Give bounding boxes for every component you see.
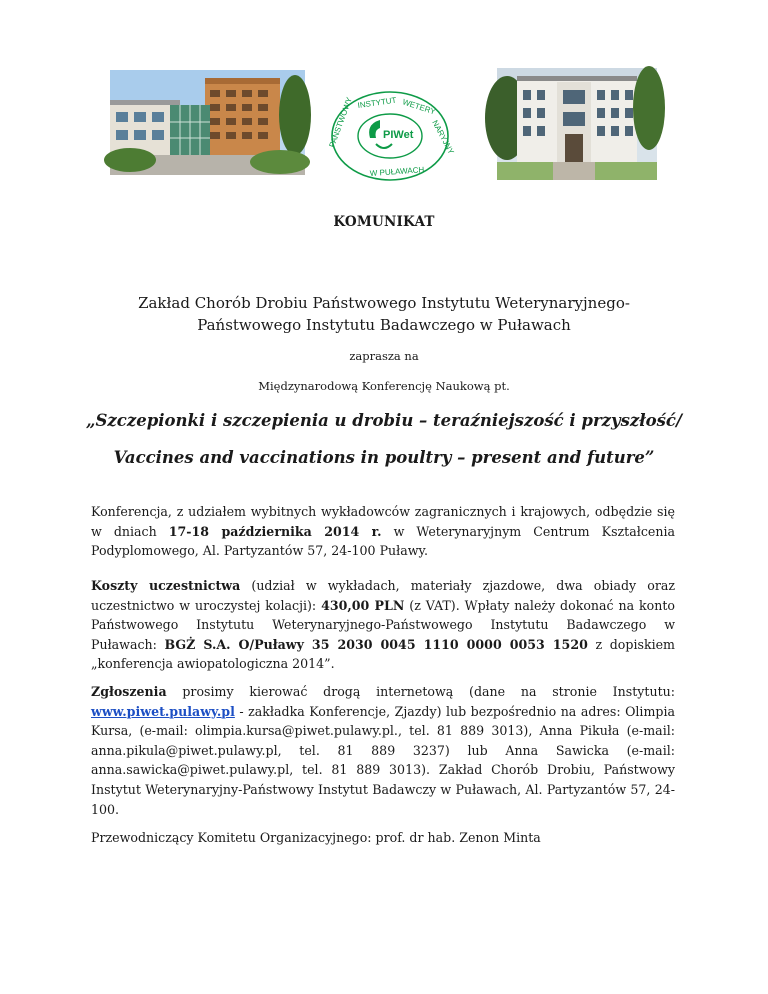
bank-account: BGŻ S.A. O/Puławy 35 2030 0045 1110 0000 0053 1520 (164, 636, 588, 652)
registration-paragraph (91, 682, 675, 819)
page-title: KOMUNIKAT (333, 214, 435, 230)
svg-text:NARYJNY: NARYJNY (430, 118, 456, 156)
venue-text: Konferencja, z udziałem wybitnych wykładowców zagranicznych i krajowych, odbędzie się w dniach (91, 504, 675, 539)
price-value: 430,00 PLN (321, 597, 405, 613)
conference-date: 17-18 października 2014 r. (168, 523, 382, 539)
institute-website-link[interactable]: www.piwet.pulawy.pl (91, 703, 235, 719)
svg-text:PIWet: PIWet (383, 129, 414, 141)
payment-text: (z VAT). Wpłaty należy dokonać na konto Państwowego Instytutu Weterynaryjnego-Państwowego Instytutu Badawczego w Puławach: (91, 597, 675, 652)
invites-text: zaprasza na (349, 349, 419, 363)
building-photo-right (497, 68, 657, 180)
venue-address: w Weterynaryjnym Centrum Kształcenia Podyplomowego, Al. Partyzantów 57, 24-100 Puławy. (91, 523, 675, 559)
cost-text: (udział w wykładach, materiały zjazdowe, dwa obiady oraz uczestnictwo w uroczystej kolacji): (91, 578, 675, 613)
conference-title-polish: „Szczepionki i szczepienia u drobiu – teraźniejszość i przyszłość/ (86, 411, 682, 430)
conference-title-english: Vaccines and vaccinations in poultry – present and future” (113, 448, 655, 467)
venue-paragraph (91, 502, 675, 561)
svg-text:PAŃSTWOWY: PAŃSTWOWY (327, 96, 354, 149)
payment-note: z dopiskiem „konferencja awiopatologiczna 2014”. (91, 636, 675, 672)
building-photo-left (110, 70, 305, 175)
registration-contacts: - zakładka Konferencje, Zjazdy) lub bezpośrednio na adres: Olimpia Kursa, (e-mail: olimpia.kursa@piwet.pulawy.pl., tel. 81 889 3013), Anna Pikuła (e-mail: anna.pikula@piwet.pulawy.pl, tel. 81 889 3237) lub Anna Sawicka (e-mail: anna.sawicka@piwet.pulawy.pl, tel. 81 889 3013). Zakład Chorób Drobiu, Państwowy Instytut Weterynaryjny-Państwowy Instytut Badawczy w Puławach, Al. Partyzantów 57, 24-100. (91, 703, 675, 817)
piwet-logo (327, 88, 456, 184)
svg-text:WETERY: WETERY (401, 97, 437, 117)
committee-chair: Przewodniczący Komitetu Organizacyjnego: prof. dr hab. Zenon Minta (91, 830, 541, 845)
svg-text:W PUŁAWACH: W PUŁAWACH (369, 165, 425, 178)
conference-type: Międzynarodową Konferencję Naukową pt. (258, 379, 510, 393)
organizer-line-2: Państwowego Instytutu Badawczego w Puławach (197, 316, 571, 334)
cost-heading: Koszty uczestnictwa (91, 578, 241, 593)
cost-paragraph (91, 576, 675, 674)
svg-text:INSTYTUT: INSTYTUT (357, 95, 398, 110)
registration-heading: Zgłoszenia (91, 684, 167, 699)
registration-text: prosimy kierować drogą internetową (dane na stronie Instytutu: (166, 684, 675, 699)
organizer-line-1: Zakład Chorób Drobiu Państwowego Instytutu Weterynaryjnego- (138, 294, 630, 312)
